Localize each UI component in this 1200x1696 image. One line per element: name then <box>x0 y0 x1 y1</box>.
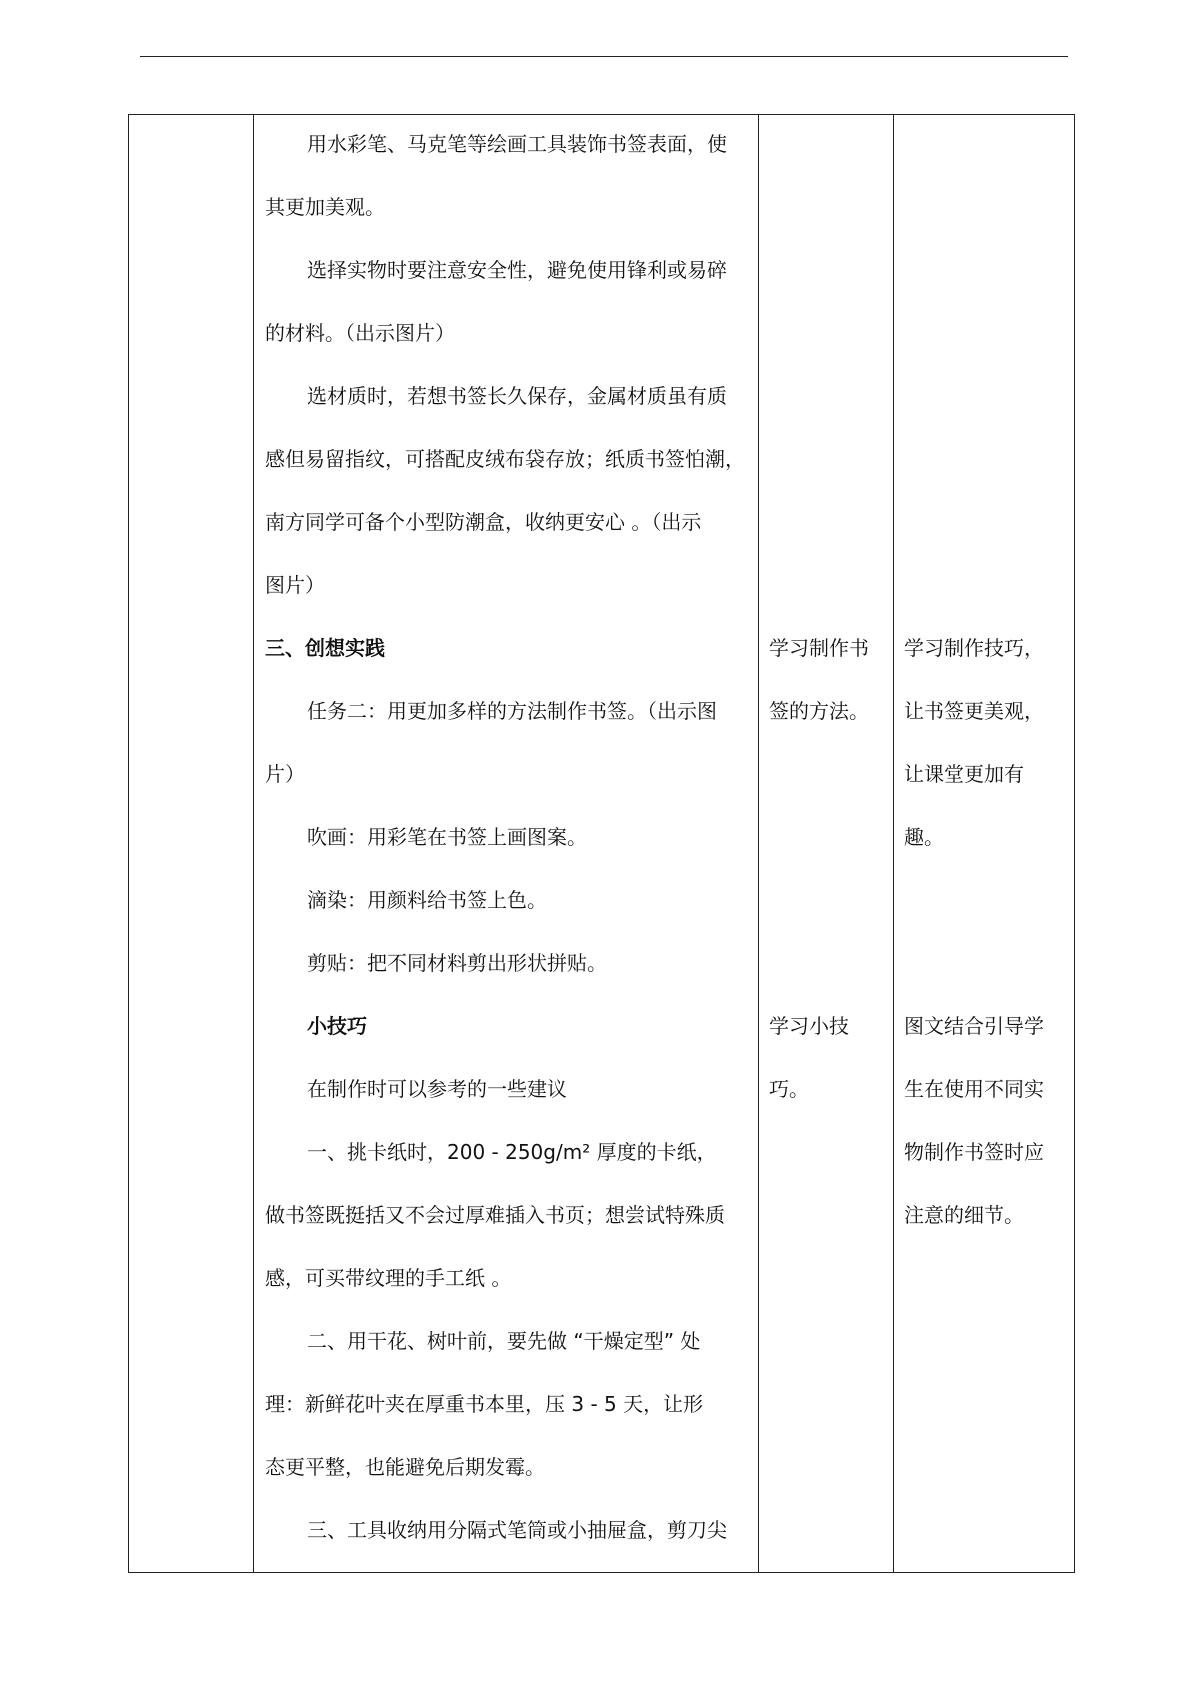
content-line: 用水彩笔、马克笔等绘画工具装饰书签表面，使 <box>307 132 727 156</box>
content-line: 选材质时，若想书签长久保存，金属材质虽有质 <box>307 384 727 408</box>
activity-line: 学习小技 <box>769 1014 849 1038</box>
content-line: 图片） <box>265 573 325 597</box>
content-line: 滴染：用颜料给书签上色。 <box>307 888 547 912</box>
design-intent-block-2 <box>904 995 1069 1247</box>
lesson-table <box>128 114 1075 1573</box>
activity-line: 巧。 <box>769 1077 809 1101</box>
intent-line: 图文结合引导学 <box>904 1014 1044 1038</box>
column-divider-3 <box>893 115 894 1572</box>
intent-line: 物制作书签时应 <box>904 1140 1044 1164</box>
section-heading: 三、创想实践 <box>265 636 385 660</box>
column-divider-1 <box>253 115 254 1572</box>
content-line: 态更平整，也能避免后期发霉。 <box>265 1455 545 1479</box>
content-line: 南方同学可备个小型防潮盒，收纳更安心 。（出示 <box>265 510 702 534</box>
activity-line: 学习制作书 <box>769 636 869 660</box>
teaching-content-cell <box>265 113 755 1562</box>
content-line: 三、工具收纳用分隔式笔筒或小抽屉盒，剪刀尖 <box>307 1518 727 1542</box>
content-line: 感，可买带纹理的手工纸 。 <box>265 1266 512 1290</box>
content-line: 的材料。（出示图片） <box>265 321 455 345</box>
content-line: 剪贴：把不同材料剪出形状拼贴。 <box>307 951 607 975</box>
content-line: 选择实物时要注意安全性，避免使用锋利或易碎 <box>307 258 727 282</box>
column-divider-2 <box>758 115 759 1572</box>
content-line: 在制作时可以参考的一些建议 <box>307 1077 567 1101</box>
design-intent-block-1 <box>904 617 1069 869</box>
content-line: 二、用干花、树叶前，要先做 “干燥定型” 处 <box>307 1329 701 1353</box>
intent-line: 让书签更美观， <box>904 699 1044 723</box>
content-line: 其更加美观。 <box>265 195 385 219</box>
intent-line: 生在使用不同实 <box>904 1077 1044 1101</box>
content-line: 吹画：用彩笔在书签上画图案。 <box>307 825 587 849</box>
intent-line: 趣。 <box>904 825 944 849</box>
intent-line: 学习制作技巧， <box>904 636 1044 660</box>
content-line: 理：新鲜花叶夹在厚重书本里，压 3 - 5 天，让形 <box>265 1392 704 1416</box>
activity-line: 签的方法。 <box>769 699 869 723</box>
student-activity-block-2 <box>769 995 889 1121</box>
intent-line: 让课堂更加有 <box>904 762 1024 786</box>
intent-line: 注意的细节。 <box>904 1203 1024 1227</box>
content-line: 一、挑卡纸时，200 - 250g/m² 厚度的卡纸， <box>307 1140 717 1164</box>
header-rule <box>140 56 1068 57</box>
tips-heading: 小技巧 <box>307 1014 367 1038</box>
content-line: 做书签既挺括又不会过厚难插入书页；想尝试特殊质 <box>265 1203 725 1227</box>
student-activity-block-1 <box>769 617 889 743</box>
content-line: 感但易留指纹，可搭配皮绒布袋存放；纸质书签怕潮， <box>265 447 745 471</box>
content-line: 片） <box>265 762 305 786</box>
content-line: 任务二：用更加多样的方法制作书签。（出示图 <box>307 699 717 723</box>
